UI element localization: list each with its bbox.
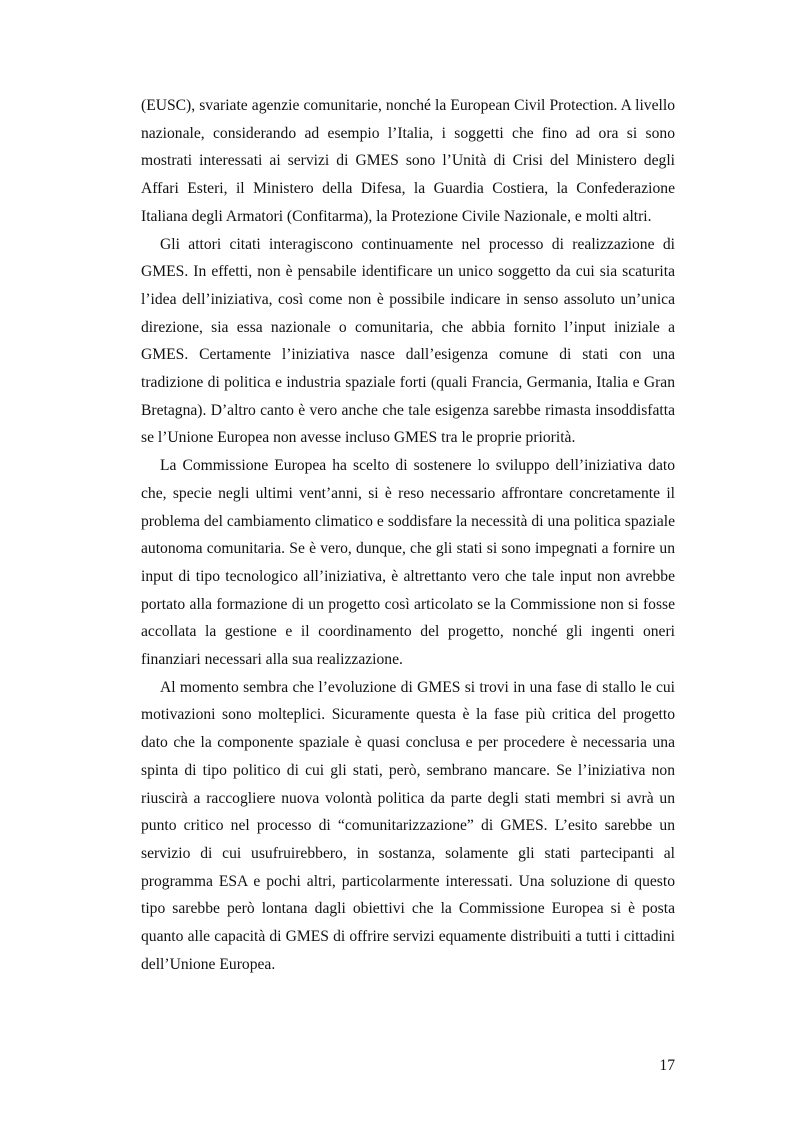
page-body xyxy=(141,92,675,979)
paragraph-4: Al momento sembra che l’evoluzione di GMES si trovi in una fase di stallo le cui motivazioni sono molteplici. Sicuramente questa è la fase più critica del progetto dato che la componente spaziale è quasi conclusa e per procedere è necessaria una spinta di tipo politico di cui gli stati, però, sembrano mancare. Se l’iniziativa non riuscirà a raccogliere nuova volontà politica da parte degli stati membri si avrà un punto critico nel processo di “comunitarizzazione” di GMES. L’esito sarebbe un servizio di cui usufruirebbero, in sostanza, solamente gli stati partecipanti al programma ESA e pochi altri, particolarmente interessati. Una soluzione di questo tipo sarebbe però lontana dagli obiettivi che la Commissione Europea si è posta quanto alle capacità di GMES di offrire servizi equamente distribuiti a tutti i cittadini dell’Unione Europea. xyxy=(141,678,675,973)
paragraph-3: La Commissione Europea ha scelto di sostenere lo sviluppo dell’iniziativa dato che, specie negli ultimi vent’anni, si è reso necessario affrontare concretamente il problema del cambiamento climatico e soddisfare la necessità di una politica spaziale autonoma comunitaria. Se è vero, dunque, che gli stati si sono impegnati a fornire un input di tipo tecnologico all’iniziativa, è altrettanto vero che tale input non avrebbe portato alla formazione di un progetto così articolato se la Commissione non si fosse accollata la gestione e il coordinamento del progetto, nonché gli ingenti oneri finanziari necessari alla sua realizzazione. xyxy=(141,457,675,669)
paragraph-2: Gli attori citati interagiscono continuamente nel processo di realizzazione di GMES. In effetti, non è pensabile identificare un unico soggetto da cui sia scaturita l’idea dell’iniziativa, così come non è possibile indicare in senso assoluto un’unica direzione, sia essa nazionale o comunitaria, che abbia fornito l’input iniziale a GMES. Certamente l’iniziativa nasce dall’esigenza comune di stati con una tradizione di politica e industria spaziale forti (quali Francia, Germania, Italia e Gran Bretagna). D’altro canto è vero anche che tale esigenza sarebbe rimasta insoddisfatta se l’Unione Europea non avesse incluso GMES tra le proprie priorità. xyxy=(141,235,675,447)
page-number: 17 xyxy=(659,1057,675,1074)
paragraph-1: (EUSC), svariate agenzie comunitarie, nonché la European Civil Protection. A livello nazionale, considerando ad esempio l’Italia, i soggetti che fino ad ora si sono mostrati interessati ai servizi di GMES sono l’Unità di Crisi del Ministero degli Affari Esteri, il Ministero della Difesa, la Guardia Costiera, la Confederazione Italiana degli Armatori (Confitarma), la Protezione Civile Nazionale, e molti altri. xyxy=(141,97,675,225)
